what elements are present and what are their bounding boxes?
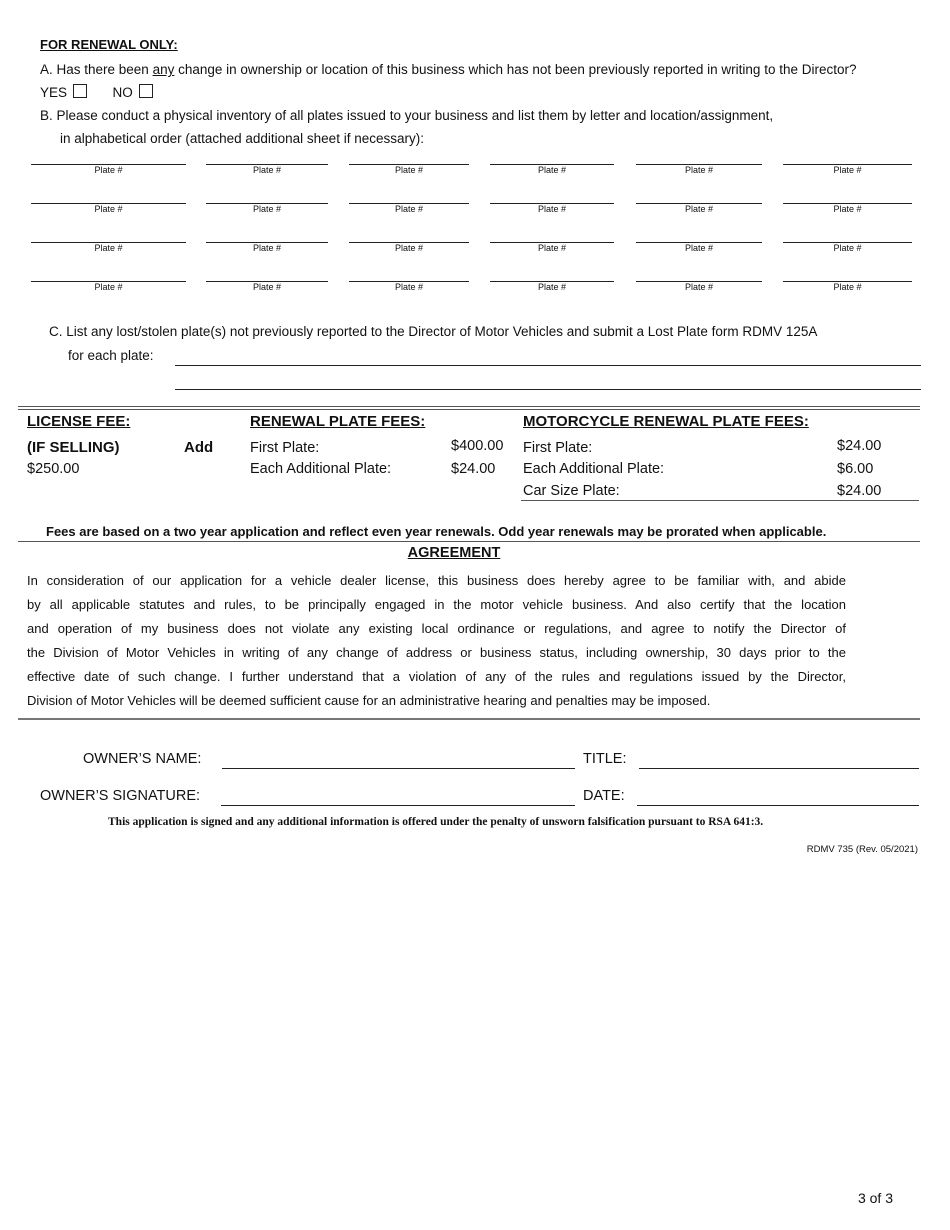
penalty-note: This application is signed and any additional information is offered under the penalty of unsworn falsification pursuant to RSA 641:3. [108,816,764,828]
no-checkbox[interactable] [139,84,153,98]
moto-first-plate-amount: $24.00 [837,438,882,454]
title-label: TITLE: [583,751,627,767]
owner-name-field[interactable] [222,768,575,769]
question-a-emphasis: any [152,62,175,77]
agreement-bottom-rule [18,718,920,720]
renewal-plate-fees-heading: RENEWAL PLATE FEES: [250,413,426,430]
question-b-line1: B. Please conduct a physical inventory of all plates issued to your business and list them by letter and location/assignment, [40,108,774,123]
question-c-line2: for each plate: [68,348,154,363]
no-label: NO [112,85,133,100]
yes-label: YES [40,85,68,100]
question-b-line2: in alphabetical order (attached additional sheet if necessary): [60,131,424,146]
plate-number-label: Plate # [252,165,282,175]
renewal-heading: FOR RENEWAL ONLY: [40,37,178,52]
plate-number-label: Plate # [833,243,862,253]
plate-number-label: Plate # [537,243,567,253]
plate-number-label: Plate # [684,243,714,253]
lost-plate-line-2[interactable] [175,389,921,390]
agreement-line: the Division of Motor Vehicles in writing of any change of address or business status, including ownership, 30 days prior to the [27,645,846,660]
plate-number-label: Plate # [252,204,282,214]
plate-number-label: Plate # [252,282,282,292]
plate-number-label: Plate # [537,204,567,214]
owner-signature-label: OWNER’S SIGNATURE: [40,788,201,804]
plate-number-label: Plate # [94,243,123,253]
license-fee-amount: $250.00 [27,461,80,477]
page-number: 3 of 3 [857,1190,893,1206]
renewal-first-plate-amount: $400.00 [451,438,504,454]
plate-number-label: Plate # [833,282,862,292]
plate-number-label: Plate # [94,165,123,175]
agreement-line: by all applicable statutes and rules, to be principally engaged in the motor vehicle business. And also certify that the location [27,597,846,612]
plate-number-label: Plate # [394,282,424,292]
renewal-each-plate-amount: $24.00 [451,461,496,477]
motorcycle-fees-heading: MOTORCYCLE RENEWAL PLATE FEES: [523,413,809,430]
plate-number-label: Plate # [94,282,123,292]
question-c-line1: C. List any lost/stolen plate(s) not previously reported to the Director of Motor Vehicles and submit a Lost Plate form RDMV 125A [49,324,818,339]
renewal-each-plate-label: Each Additional Plate: [250,461,392,477]
plate-number-label: Plate # [684,282,714,292]
moto-first-plate-label: First Plate: [523,440,593,456]
agreement-line: Division of Motor Vehicles will be deemed sufficient cause for an administrative hearing and penalties may be imposed. [27,693,711,708]
plate-number-label: Plate # [394,243,424,253]
yes-checkbox[interactable] [73,84,87,98]
moto-each-plate-label: Each Additional Plate: [523,461,665,477]
if-selling-label: (IF SELLING) [27,439,120,456]
yes-no-row [40,84,153,100]
plate-number-label: Plate # [833,165,862,175]
lost-plate-line-1[interactable] [175,365,921,366]
plate-number-label: Plate # [684,165,714,175]
plate-number-label: Plate # [537,282,567,292]
moto-fees-rule [521,500,919,501]
agreement-heading: AGREEMENT [407,545,501,561]
add-label: Add [184,439,214,456]
fees-top-rule-2 [18,409,920,410]
plate-number-label: Plate # [394,165,424,175]
license-fee-heading: LICENSE FEE: [27,413,131,430]
moto-car-size-label: Car Size Plate: [523,483,620,499]
question-a-suffix: change in ownership or location of this business which has not been previously reported in writing to the Director? [174,62,857,77]
moto-each-plate-amount: $6.00 [837,461,874,477]
fees-bottom-rule [18,541,920,542]
plate-number-label: Plate # [684,204,714,214]
agreement-line: and operation of my business does not violate any existing local ordinance or regulations, and agree to notify the Director of [27,621,846,636]
date-label: DATE: [583,788,625,804]
renewal-first-plate-label: First Plate: [250,440,320,456]
agreement-line: effective date of such change. I further understand that a violation of any of the rules and regulations issued by the Director, [27,669,846,684]
form-id: RDMV 735 (Rev. 05/2021) [806,844,918,855]
question-a [40,62,857,77]
plate-number-label: Plate # [833,204,862,214]
fees-top-rule-1 [18,406,920,407]
plate-number-label: Plate # [94,204,123,214]
agreement-text [27,569,846,713]
plate-number-label: Plate # [394,204,424,214]
plate-number-label: Plate # [252,243,282,253]
owner-signature-field[interactable] [221,805,575,806]
fees-note: Fees are based on a two year application and reflect even year renewals. Odd year renewals may be prorated when applicable. [46,524,827,539]
question-a-prefix: A. Has there been [40,62,153,77]
agreement-line: In consideration of our application for a vehicle dealer license, this business does hereby agree to be familiar with, and abide [27,573,846,588]
plate-number-label: Plate # [537,165,567,175]
owner-name-label: OWNER’S NAME: [83,751,202,767]
moto-car-size-amount: $24.00 [837,483,882,499]
title-field[interactable] [639,768,919,769]
date-field[interactable] [637,805,919,806]
